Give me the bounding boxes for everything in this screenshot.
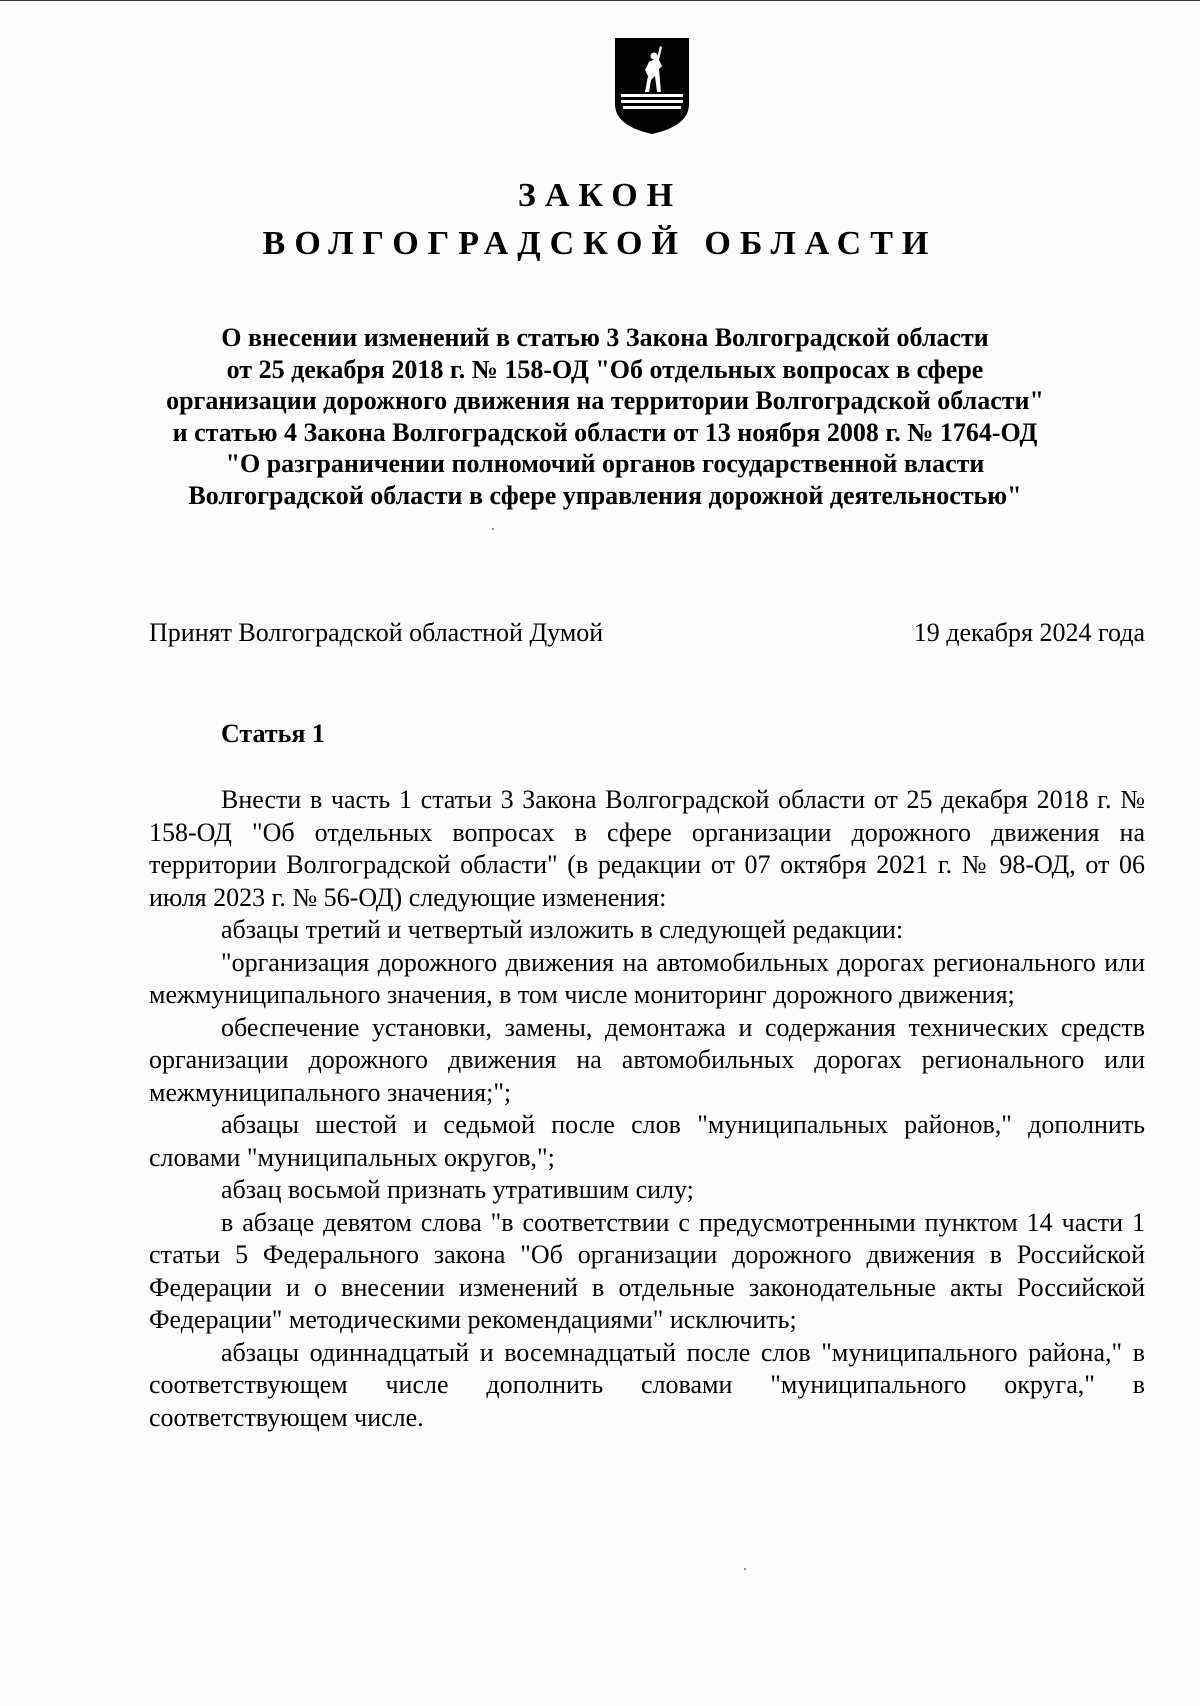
article-paragraph: "организация дорожного движения на автомобильных дорогах регионального или межмуниципального значения, в том числе мониторинг дорожного движения; bbox=[149, 947, 1145, 1009]
article-paragraph: Внести в часть 1 статьи 3 Закона Волгоградской области от 25 декабря 2018 г. № 158-ОД "Об отдельных вопросах в сфере организации дорожного движения на территории Волгоградской области" (в редакции от 07 октября 2021 г. № 98-ОД, от 06 июля 2023 г. № 56-ОД) следующие изменения: bbox=[149, 785, 1145, 912]
scan-top-edge bbox=[0, 0, 1200, 1]
coat-of-arms-icon bbox=[613, 36, 691, 136]
subject-line: О внесении изменений в статью 3 Закона Волгоградской области bbox=[221, 323, 989, 352]
article-body bbox=[149, 784, 1145, 1434]
article-paragraph: абзацы одиннадцатый и восемнадцатый после слов "муниципального района," в соответствующем числе дополнить словами "муниципального округа," в соответствующем числе. bbox=[149, 1337, 1145, 1432]
article-paragraph: в абзаце девятом слова "в соответствии с предусмотренными пунктом 14 части 1 статьи 5 Федерального закона "Об организации дорожного движения в Российской Федерации и о внесении изменений в отдельные законодательные акты Российской Федерации" методическими рекомендациями" исключить; bbox=[149, 1207, 1145, 1334]
law-region-title: ВОЛГОГРАДСКОЙ ОБЛАСТИ bbox=[262, 225, 938, 262]
subject-line: Волгоградской области в сфере управления дорожной деятельностью" bbox=[188, 480, 1022, 510]
article-paragraph: абзацы третий и четвертый изложить в следующей редакции: bbox=[221, 915, 904, 944]
adoption-date: 19 декабря 2024 года bbox=[913, 618, 1145, 647]
scan-speck bbox=[492, 528, 494, 530]
subject-line: "О разграничении полномочий органов государственной власти bbox=[225, 449, 985, 478]
law-title: ЗАКОН bbox=[517, 177, 683, 214]
subject-line: от 25 декабря 2018 г. № 158-ОД "Об отдельных вопросах в сфере bbox=[226, 354, 984, 384]
adoption-info bbox=[149, 617, 1145, 649]
adopted-by: Принят Волгоградской областной Думой bbox=[149, 618, 604, 647]
law-subject bbox=[140, 322, 1070, 511]
subject-line: и статью 4 Закона Волгоградской области от 13 ноября 2008 г. № 1764-ОД bbox=[172, 417, 1038, 447]
article-paragraph: абзац восьмой признать утратившим силу; bbox=[221, 1175, 694, 1204]
subject-line: организации дорожного движения на территории Волгоградской области" bbox=[166, 386, 1044, 415]
article-paragraph: абзацы шестой и седьмой после слов "муниципальных районов," дополнить словами "муниципальных округов,"; bbox=[149, 1110, 1145, 1172]
article-paragraph: обеспечение установки, замены, демонтажа и содержания технических средств организации дорожного движения на автомобильных дорогах регионального или межмуниципального значения;"; bbox=[149, 1012, 1145, 1107]
article-title: Статья 1 bbox=[221, 719, 325, 748]
scan-speck bbox=[744, 1568, 746, 1570]
